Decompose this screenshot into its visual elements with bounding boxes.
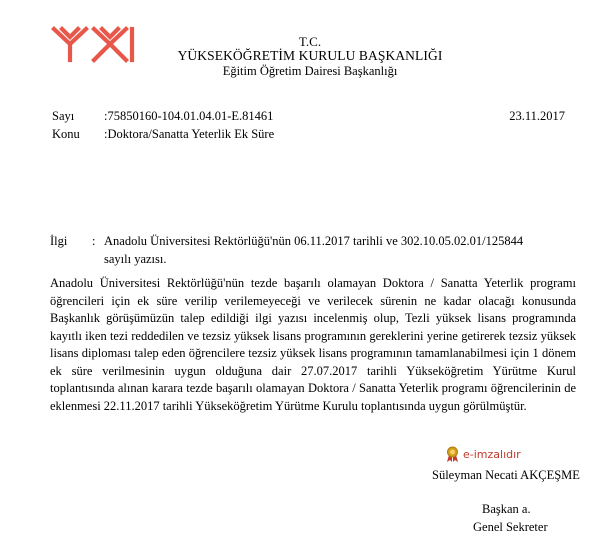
rosette-icon (446, 446, 459, 462)
konu-value: :Doktora/Sanatta Yeterlik Ek Süre (104, 127, 275, 141)
ilgi-line-2: sayılı yazısı. (104, 252, 167, 266)
sayi-label: Sayı (52, 109, 75, 123)
konu-label: Konu (52, 127, 80, 141)
e-signature-label: e-imzalıdır (463, 447, 521, 461)
ilgi-line-1: Anadolu Üniversitesi Rektörlüğü'nün 06.11.2017 tarihli ve 302.10.05.02.01/125844 (104, 234, 524, 248)
yok-logo-icon (50, 24, 142, 64)
signer-title-1: Başkan a. (482, 502, 531, 516)
signer-title-2: Genel Sekreter (473, 520, 548, 534)
header-department: Eğitim Öğretim Dairesi Başkanlığı (222, 64, 398, 78)
ilgi-label: İlgi (50, 234, 68, 248)
e-signature-badge (446, 446, 521, 462)
header-country: T.C. (298, 34, 322, 49)
signer-name: Süleyman Necati AKÇEŞME (432, 468, 580, 482)
header-institution: YÜKSEKÖĞRETİM KURULU BAŞKANLIĞI (177, 48, 443, 63)
ilgi-separator: : (92, 234, 96, 248)
body-paragraph: Anadolu Üniversitesi Rektörlüğü'nün tezde başarılı olamayan Doktora / Sanatta Yeterlik programı öğrencileri için ek süre verilip verilemeyeceği ve verilecek sürenin ne kadar olacağı konusunda Başkanlık görüşümüzün talep edildiği ilgi yazısı incelenmiş olup, Tezli yüksek lisans programında kayıtlı iken tezi reddedilen ve tezsiz yüksek lisans programının gereklerini yerine getirerek tezsiz yüksek lisans diploması talep eden öğrencilere tezsiz yüksek lisans programının tamamlanabilmesi için 1 dönem ek süre verilmesinin uygun olduğuna dair 27.07.2017 tarihli Yükseköğretim Yürütme Kurul toplantısında alınan karara tezde başarılı olamayan Doktora / Sanatta Yeterlik programı öğrencilerinin de eklenmesi 22.11.2017 tarihli Yükseköğretim Yürütme Kurulu toplantısında uygun görülmüştür. (50, 276, 576, 413)
document-date: 23.11.2017 (509, 109, 565, 123)
sayi-value: :75850160-104.01.04.01-E.81461 (104, 109, 274, 123)
